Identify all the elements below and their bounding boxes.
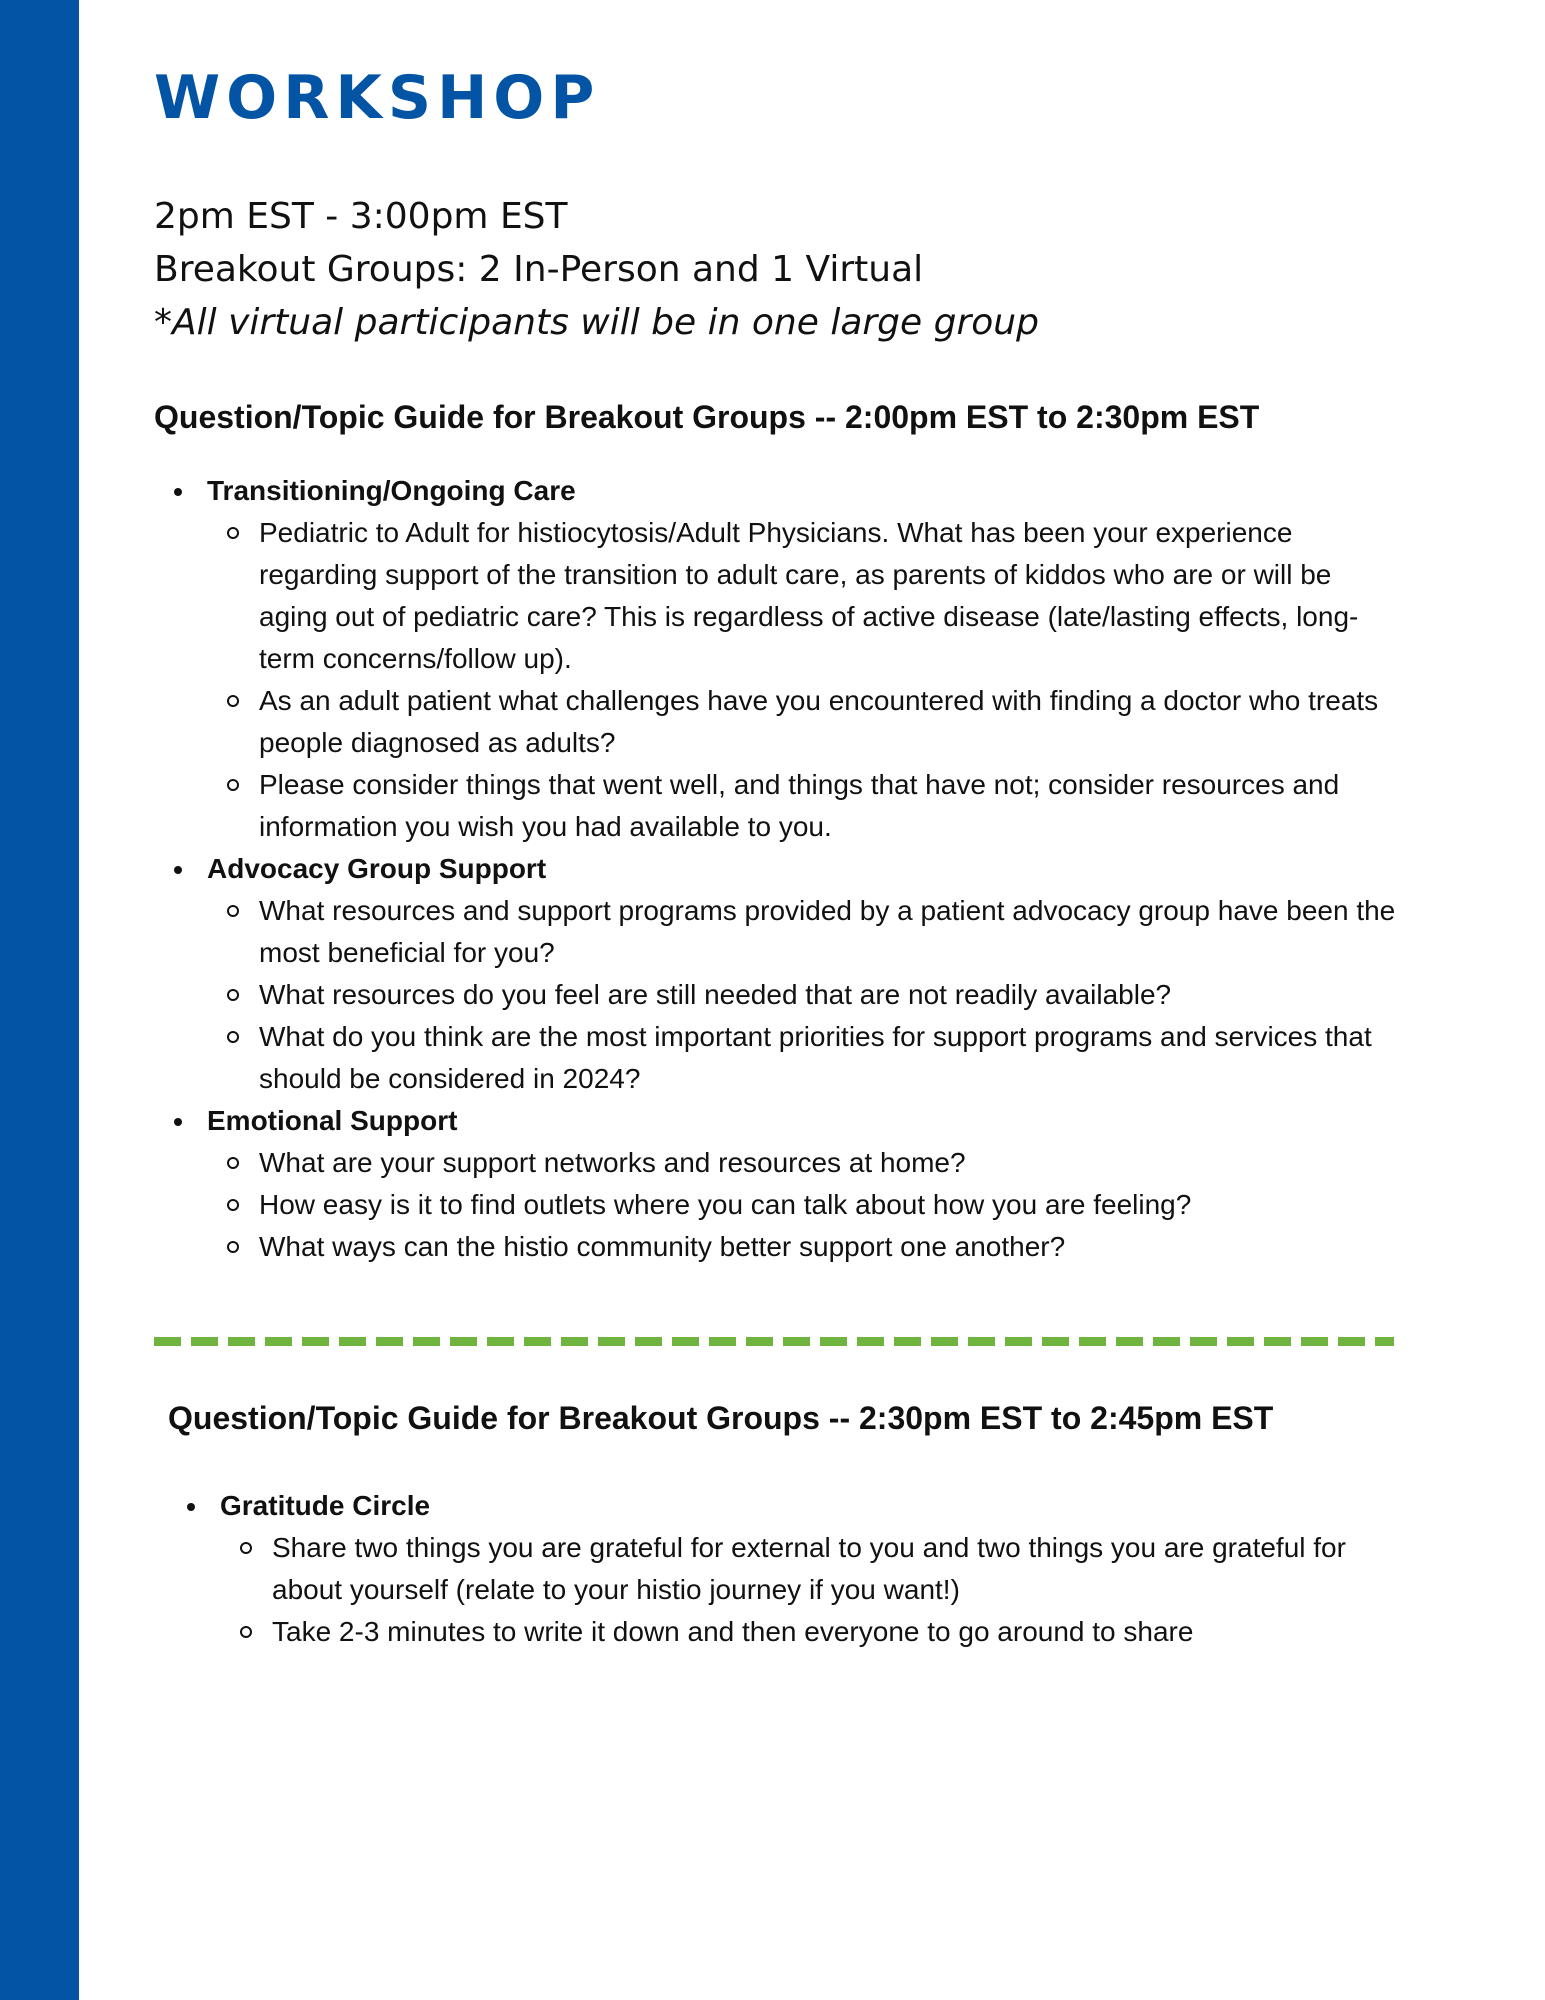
- topic-question-list: [207, 512, 1399, 848]
- question-item: What do you think are the most important priorities for support programs and services that should be considered in 2024?: [207, 1016, 1399, 1100]
- topic-question-list: [207, 1142, 1399, 1268]
- topic-advocacy-group-support: [174, 848, 1399, 1100]
- topic-transitioning-care: [174, 470, 1399, 848]
- section-2-topic-list: [187, 1485, 1412, 1653]
- section-1-heading: Question/Topic Guide for Breakout Groups -- 2:00pm EST to 2:30pm EST: [154, 399, 1260, 435]
- question-item: What ways can the histio community better support one another?: [207, 1226, 1399, 1268]
- intro-block: [154, 190, 1039, 349]
- question-item: Pediatric to Adult for histiocytosis/Adult Physicians. What has been your experience regarding support of the transition to adult care, as parents of kiddos who are or will be aging out of pediatric care? This is regardless of active disease (late/lasting effects, long-term concerns/follow up).: [207, 512, 1399, 680]
- question-item: How easy is it to find outlets where you can talk about how you are feeling?: [207, 1184, 1399, 1226]
- dashed-divider: [154, 1337, 1394, 1346]
- question-item: As an adult patient what challenges have you encountered with finding a doctor who treats people diagnosed as adults?: [207, 680, 1399, 764]
- topic-question-list: [220, 1527, 1412, 1653]
- question-item: Share two things you are grateful for external to you and two things you are grateful for about yourself (relate to your histio journey if you want!): [220, 1527, 1412, 1611]
- workshop-time: 2pm EST - 3:00pm EST: [154, 196, 568, 237]
- topic-title: Advocacy Group Support: [207, 853, 547, 884]
- question-item: What resources and support programs provided by a patient advocacy group have been the most beneficial for you?: [207, 890, 1399, 974]
- section-1-topic-list: [174, 470, 1399, 1268]
- topic-gratitude-circle: [187, 1485, 1412, 1653]
- page-title: WORKSHOP: [154, 63, 601, 133]
- question-item: Please consider things that went well, and things that have not; consider resources and information you wish you had available to you.: [207, 764, 1399, 848]
- breakout-groups-info: Breakout Groups: 2 In-Person and 1 Virtual: [154, 249, 924, 290]
- section-2-heading: Question/Topic Guide for Breakout Groups -- 2:30pm EST to 2:45pm EST: [168, 1400, 1274, 1436]
- topic-title: Emotional Support: [207, 1105, 458, 1136]
- topic-question-list: [207, 890, 1399, 1100]
- topic-title: Gratitude Circle: [220, 1490, 431, 1521]
- topic-emotional-support: [174, 1100, 1399, 1268]
- question-item: What resources do you feel are still needed that are not readily available?: [207, 974, 1399, 1016]
- topic-title: Transitioning/Ongoing Care: [207, 475, 576, 506]
- question-item: What are your support networks and resources at home?: [207, 1142, 1399, 1184]
- virtual-participants-note: *All virtual participants will be in one large group: [154, 302, 1039, 343]
- side-accent-bar: [0, 0, 79, 2000]
- question-item: Take 2-3 minutes to write it down and then everyone to go around to share: [220, 1611, 1412, 1653]
